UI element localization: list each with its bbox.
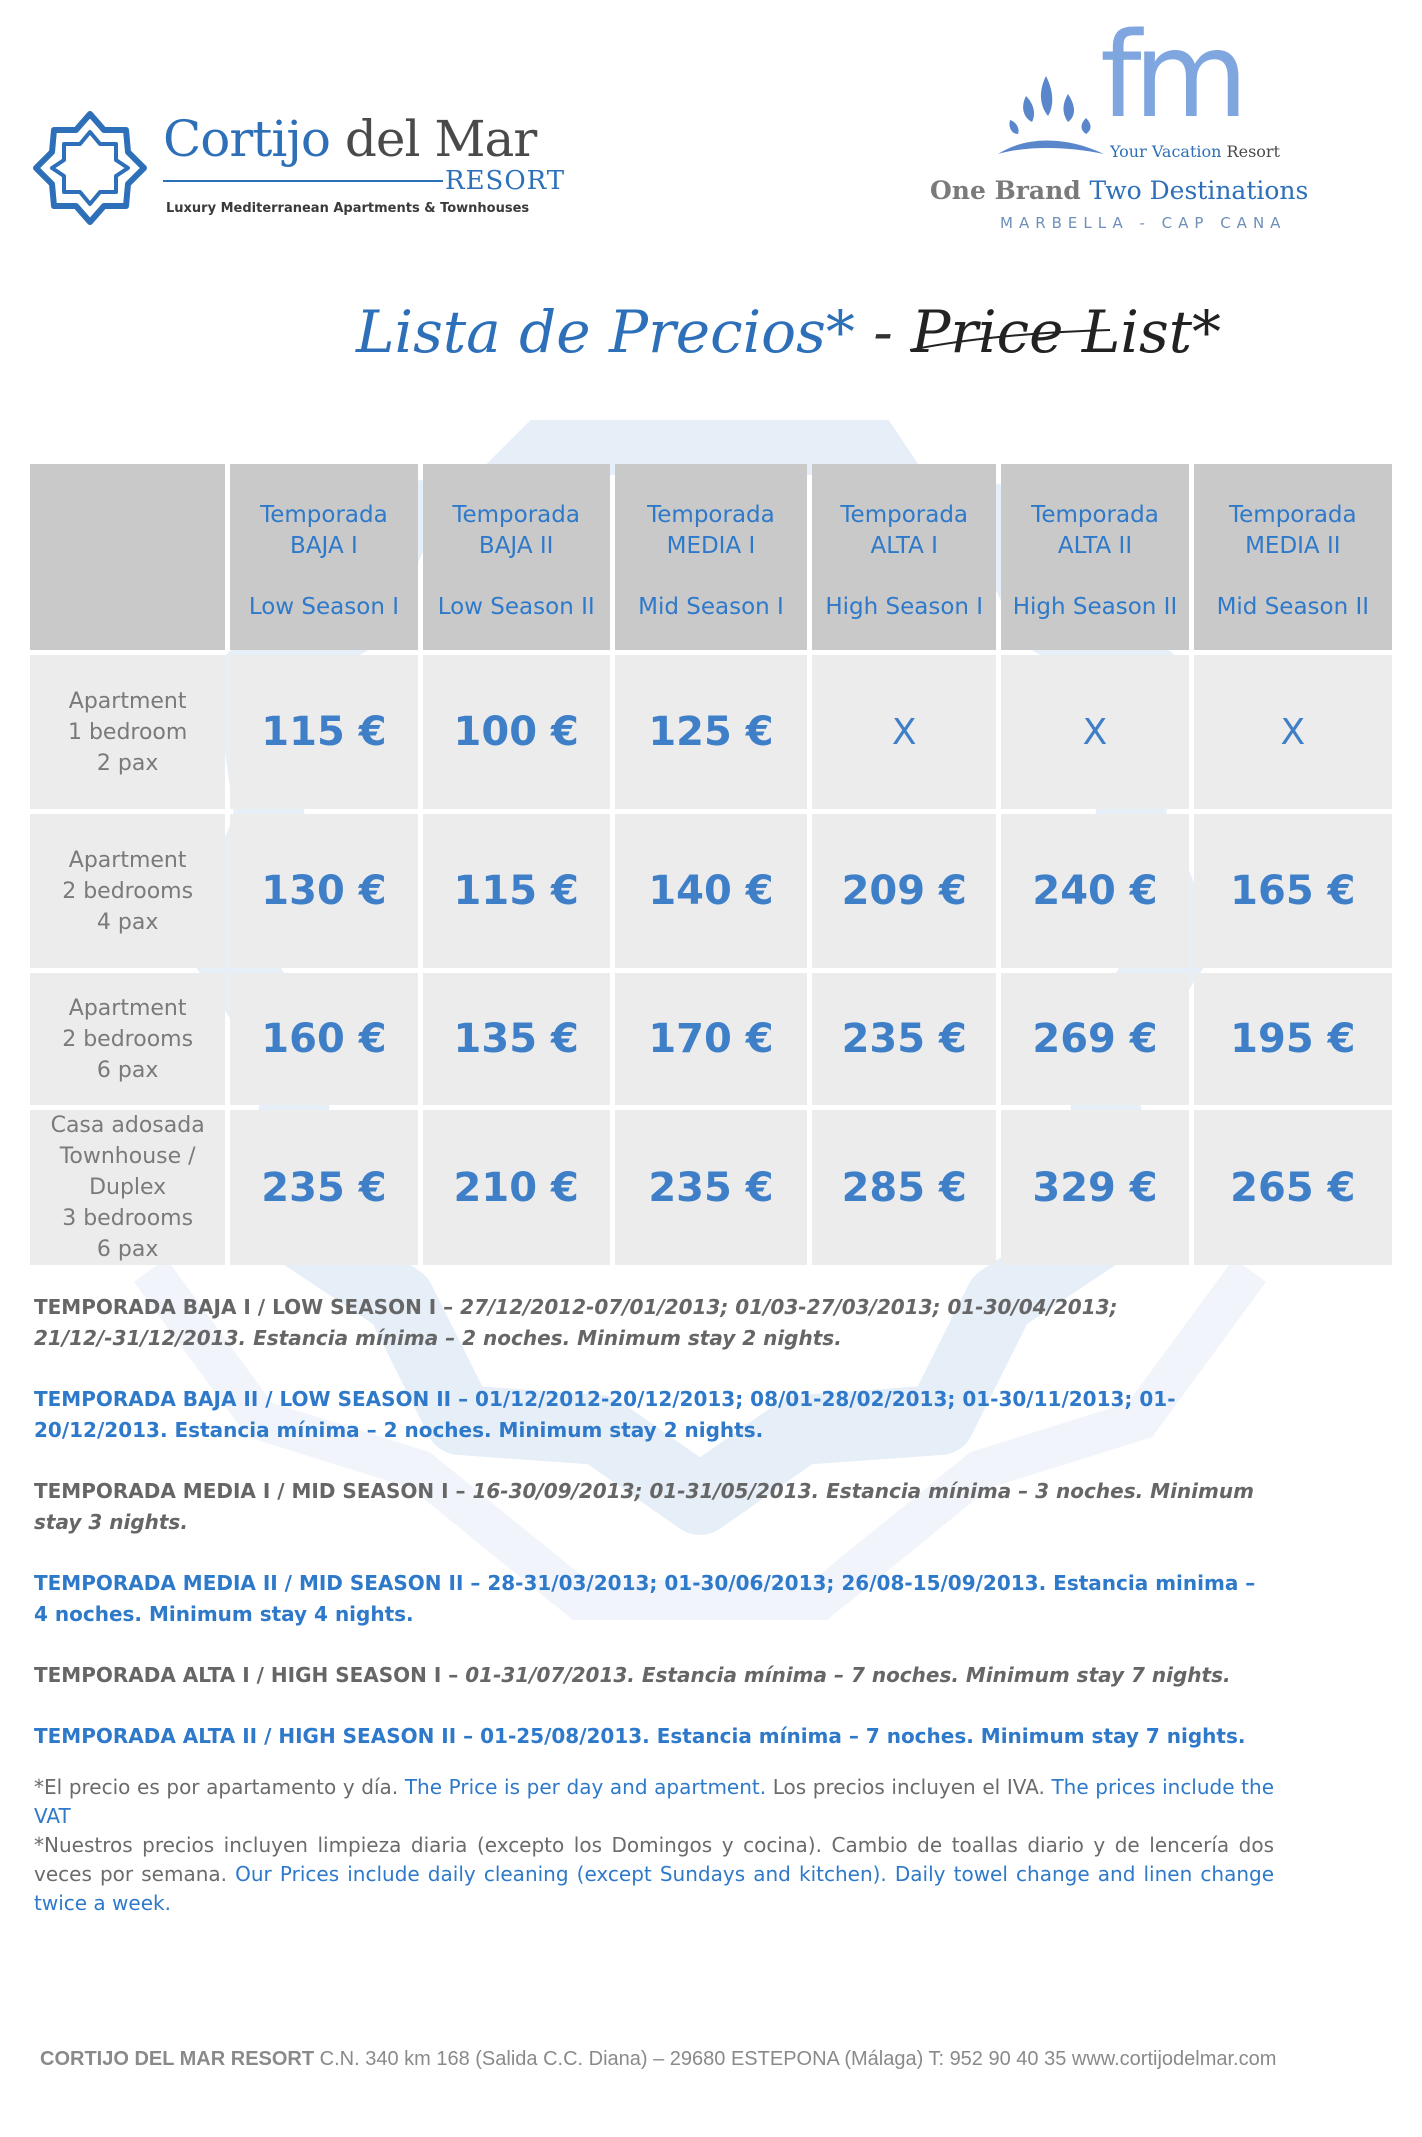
- footnote-price: *El precio es por apartamento y día. The Price is per day and apartment. Los precios incluyen el IVA. The prices include the VAT: [34, 1775, 1274, 1828]
- price-cell: 160 €: [230, 973, 417, 1105]
- column-header: Temporada MEDIA I Mid Season I: [615, 464, 807, 650]
- price-cell: 235 €: [812, 973, 996, 1105]
- price-cell: 115 €: [230, 655, 417, 809]
- row-label: Apartment 1 bedroom 2 pax: [30, 655, 225, 809]
- page-footer: CORTIJO DEL MAR RESORT C.N. 340 km 168 (Salida C.C. Diana) – 29680 ESTEPONA (Málaga) T: 952 90 40 35 www.cortijodelmar.com: [40, 2048, 1277, 2070]
- price-cell: 235 €: [230, 1110, 417, 1265]
- fm-tagline: Your Vacation Resort: [1110, 142, 1280, 161]
- price-cell: 165 €: [1194, 814, 1392, 968]
- price-cell: 170 €: [615, 973, 807, 1105]
- season-notes: [34, 1292, 1274, 1782]
- season-note: TEMPORADA MEDIA I / MID SEASON I – 16-30/09/2013; 01-31/05/2013. Estancia mínima – 3 noches. Minimum stay 3 nights.: [34, 1479, 1254, 1534]
- title-separator: -: [854, 298, 912, 366]
- price-cell: 100 €: [423, 655, 610, 809]
- column-header: Temporada BAJA II Low Season II: [423, 464, 610, 650]
- price-cell: 130 €: [230, 814, 417, 968]
- page-title: [350, 280, 1222, 390]
- table-header-row: [30, 464, 1392, 650]
- price-cell: 265 €: [1194, 1110, 1392, 1265]
- table-row: [30, 1110, 1392, 1265]
- column-header: Temporada BAJA I Low Season I: [230, 464, 417, 650]
- cortijo-logo: [30, 108, 566, 238]
- table-row: [30, 814, 1392, 968]
- row-label: Apartment 2 bedrooms 4 pax: [30, 814, 225, 968]
- price-cell: 195 €: [1194, 973, 1392, 1105]
- price-cell-unavailable: X: [1194, 655, 1392, 809]
- title-english: Price List*: [911, 298, 1222, 366]
- season-note: TEMPORADA ALTA I / HIGH SEASON I – 01-31/07/2013. Estancia mínima – 7 noches. Minimum stay 7 nights.: [34, 1663, 1231, 1687]
- season-note: TEMPORADA BAJA I / LOW SEASON I – 27/12/2012-07/01/2013; 01/03-27/03/2013; 01-30/04/2013; 21/12/-31/12/2013. Estancia mínima – 2 noches. Minimum stay 2 nights.: [34, 1295, 1118, 1350]
- price-cell: 269 €: [1001, 973, 1188, 1105]
- footnote-cleaning: *Nuestros precios incluyen limpieza diaria (excepto los Domingos y cocina). Cambio de toallas diario y de lencería dos veces por semana. Our Prices include daily cleaning (except Sundays and kitchen). Daily towel change and linen change twice a week.: [34, 1833, 1274, 1915]
- brand-divider: [163, 180, 443, 182]
- water-splash-icon: [996, 66, 1106, 176]
- season-note: TEMPORADA ALTA II / HIGH SEASON II – 01-25/08/2013. Estancia mínima – 7 noches. Minimum stay 7 nights.: [34, 1724, 1246, 1748]
- row-label: Casa adosada Townhouse / Duplex 3 bedrooms 6 pax: [30, 1110, 225, 1265]
- header-corner-cell: [30, 464, 225, 650]
- price-cell: 240 €: [1001, 814, 1188, 968]
- column-header: Temporada ALTA I High Season I: [812, 464, 996, 650]
- table-row: [30, 655, 1392, 809]
- price-cell: 135 €: [423, 973, 610, 1105]
- destinations: MARBELLA - CAP CANA: [1000, 214, 1287, 232]
- fm-logo: [930, 6, 1309, 236]
- season-note: TEMPORADA BAJA II / LOW SEASON II – 01/12/2012-20/12/2013; 08/01-28/02/2013; 01-30/11/2013; 01-20/12/2013. Estancia mínima – 2 noches. Minimum stay 2 nights.: [34, 1387, 1176, 1442]
- brand-tagline: Luxury Mediterranean Apartments & Townhouses: [166, 201, 530, 216]
- brand-subtitle: RESORT: [445, 166, 566, 196]
- price-cell: 209 €: [812, 814, 996, 968]
- price-cell: 285 €: [812, 1110, 996, 1265]
- price-table: [25, 459, 1397, 1270]
- price-cell-unavailable: X: [1001, 655, 1188, 809]
- cortijo-star-emblem-icon: [30, 108, 150, 228]
- column-header: Temporada ALTA II High Season II: [1001, 464, 1188, 650]
- title-spanish: Lista de Precios*: [356, 298, 855, 366]
- price-cell: 210 €: [423, 1110, 610, 1265]
- column-header: Temporada MEDIA II Mid Season II: [1194, 464, 1392, 650]
- season-note: TEMPORADA MEDIA II / MID SEASON II – 28-31/03/2013; 01-30/06/2013; 26/08-15/09/2013. Estancia minima – 4 noches. Minimum stay 4 nights.: [34, 1571, 1256, 1626]
- brand-slogan: One Brand Two Destinations: [930, 176, 1309, 205]
- brand-name: Cortijo del Mar: [163, 110, 537, 168]
- table-row: [30, 973, 1392, 1105]
- price-cell: 329 €: [1001, 1110, 1188, 1265]
- price-cell: 115 €: [423, 814, 610, 968]
- footnotes: [34, 1773, 1274, 1918]
- price-cell: 125 €: [615, 655, 807, 809]
- price-cell: 140 €: [615, 814, 807, 968]
- price-cell: 235 €: [615, 1110, 807, 1265]
- price-cell-unavailable: X: [812, 655, 996, 809]
- row-label: Apartment 2 bedrooms 6 pax: [30, 973, 225, 1105]
- fm-letters: fm: [1100, 6, 1241, 144]
